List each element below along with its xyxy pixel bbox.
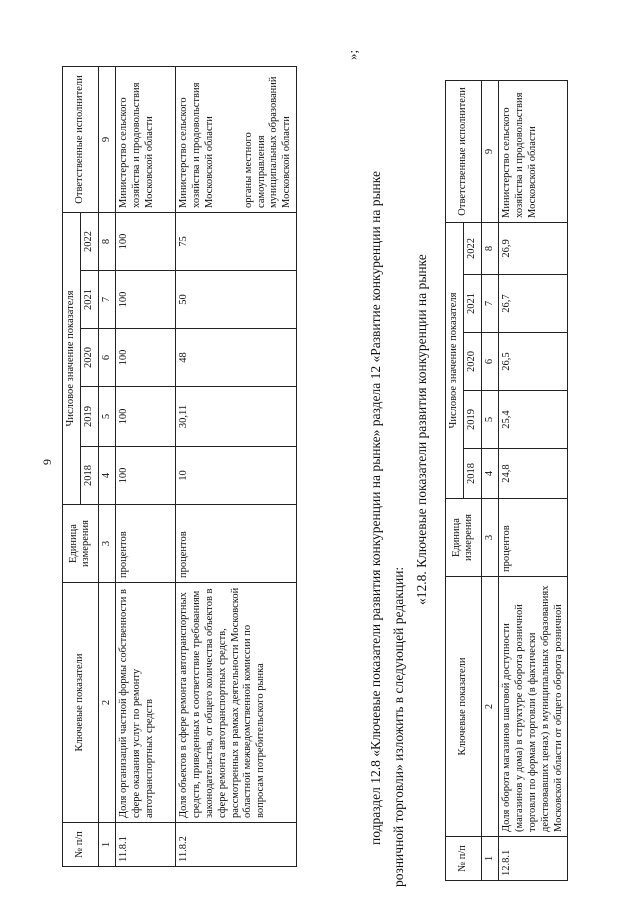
header-responsible: Ответственные исполнители (446, 80, 482, 222)
header-value-group: Числовое значение показателя (63, 212, 81, 504)
paragraph-line-1: подраздел 12.8 «Ключевые показатели развития конкуренции на рынке» раздела 12 «Развитие конкуренции на рынке (368, 171, 383, 845)
col-number: 1 (98, 823, 116, 867)
col-number: 7 (98, 271, 116, 329)
col-number: 5 (481, 391, 499, 449)
header-unit: Единица измерения (446, 499, 482, 577)
row-value: 26,9 (499, 222, 568, 274)
row-unit: процентов (176, 505, 297, 583)
header-num: № п/п (63, 823, 99, 867)
row-responsible: Министерство сельского хозяйства и продовольствия Московской области (178, 82, 215, 208)
row-unit: процентов (499, 499, 568, 577)
header-year: 2019 (463, 391, 481, 449)
row-responsible-extra: органы местного самоуправления муниципальных образований Московской области (242, 76, 293, 208)
row-num: 12.8.1 (499, 837, 568, 881)
paragraph-line-2: розничной торговли» изложить в следующей редакции: (391, 566, 406, 887)
col-number: 5 (98, 387, 116, 447)
table-row (499, 80, 568, 880)
col-number: 9 (481, 80, 499, 222)
col-number: 6 (481, 333, 499, 391)
table-row (116, 66, 176, 866)
header-year: 2018 (80, 447, 98, 505)
header-year: 2021 (80, 271, 98, 329)
col-number: 7 (481, 275, 499, 333)
table-row (176, 66, 297, 866)
header-value-group: Числовое значение показателя (446, 222, 464, 498)
row-value: 50 (176, 271, 297, 329)
row-value: 100 (116, 212, 176, 270)
row-value: 100 (116, 447, 176, 505)
page-number: 9 (40, 459, 54, 465)
header-row (63, 66, 81, 866)
col-number: 2 (98, 583, 116, 823)
col-number: 2 (481, 577, 499, 837)
header-indicator: Ключевые показатели (63, 583, 99, 823)
header-row (446, 80, 464, 880)
row-indicator: Доля оборота магазинов шаговой доступности (магазинов у дома) в структуре оборота розничной торговли по формам торговли (в фактически действовавших ценах) в муниципальных образованиях Московской области от общего оборота розничной (499, 577, 568, 837)
row-value: 10 (176, 447, 297, 505)
row-value: 75 (176, 212, 297, 270)
row-value: 30,11 (176, 387, 297, 447)
row-num: 11.8.2 (176, 823, 297, 867)
header-year: 2022 (463, 222, 481, 274)
header-unit: Единица измерения (63, 505, 99, 583)
row-indicator: Доля объектов в сфере ремонта автотранспортных средств, приведенных в соответствие требованиям законодательства, от общего количества объектов в сфере ремонта автотранспортных средств, рассмотренных в рамках деятельности Московской областной межведомственной комиссии по вопросам потребительского рынка (176, 583, 297, 823)
header-year: 2021 (463, 275, 481, 333)
col-number: 9 (98, 66, 116, 212)
header-year: 2019 (80, 387, 98, 447)
spacer (217, 71, 243, 208)
row-unit: процентов (116, 505, 176, 583)
row-value: 100 (116, 387, 176, 447)
row-value: 26,7 (499, 275, 568, 333)
header-year: 2020 (80, 329, 98, 387)
column-number-row (481, 80, 499, 880)
header-year: 2018 (463, 449, 481, 499)
row-indicator: Доля организаций частной формы собственности в сфере оказания услуг по ремонту автотранспортных средств (116, 583, 176, 823)
col-number: 8 (98, 212, 116, 270)
col-number: 4 (481, 449, 499, 499)
row-value: 48 (176, 329, 297, 387)
col-number: 6 (98, 329, 116, 387)
row-value: 26,5 (499, 333, 568, 391)
col-number: 4 (98, 447, 116, 505)
header-year: 2020 (463, 333, 481, 391)
subsection-heading: «12.8. Ключевые показатели развития конкуренции на рынке (414, 254, 429, 605)
row-value: 100 (116, 271, 176, 329)
row-num: 11.8.1 (116, 823, 176, 867)
column-number-row (98, 66, 116, 866)
row-responsible: Министерство сельского хозяйства и продовольствия Московской области (499, 80, 568, 222)
col-number: 8 (481, 222, 499, 274)
col-number: 3 (481, 499, 499, 577)
row-value: 24,8 (499, 449, 568, 499)
header-year: 2022 (80, 212, 98, 270)
row-responsible: Министерство сельского хозяйства и продовольствия Московской области (116, 66, 176, 212)
col-number: 3 (98, 505, 116, 583)
header-indicator: Ключевые показатели (446, 577, 482, 837)
indicators-table-11-8 (62, 66, 297, 867)
row-responsible-cell (176, 66, 297, 212)
indicators-table-12-8 (445, 80, 568, 881)
header-num: № п/п (446, 837, 482, 881)
closing-quote-mark: »; (345, 49, 360, 60)
row-value: 100 (116, 329, 176, 387)
header-responsible: Ответственные исполнители (63, 66, 99, 212)
row-value: 25,4 (499, 391, 568, 449)
col-number: 1 (481, 837, 499, 881)
